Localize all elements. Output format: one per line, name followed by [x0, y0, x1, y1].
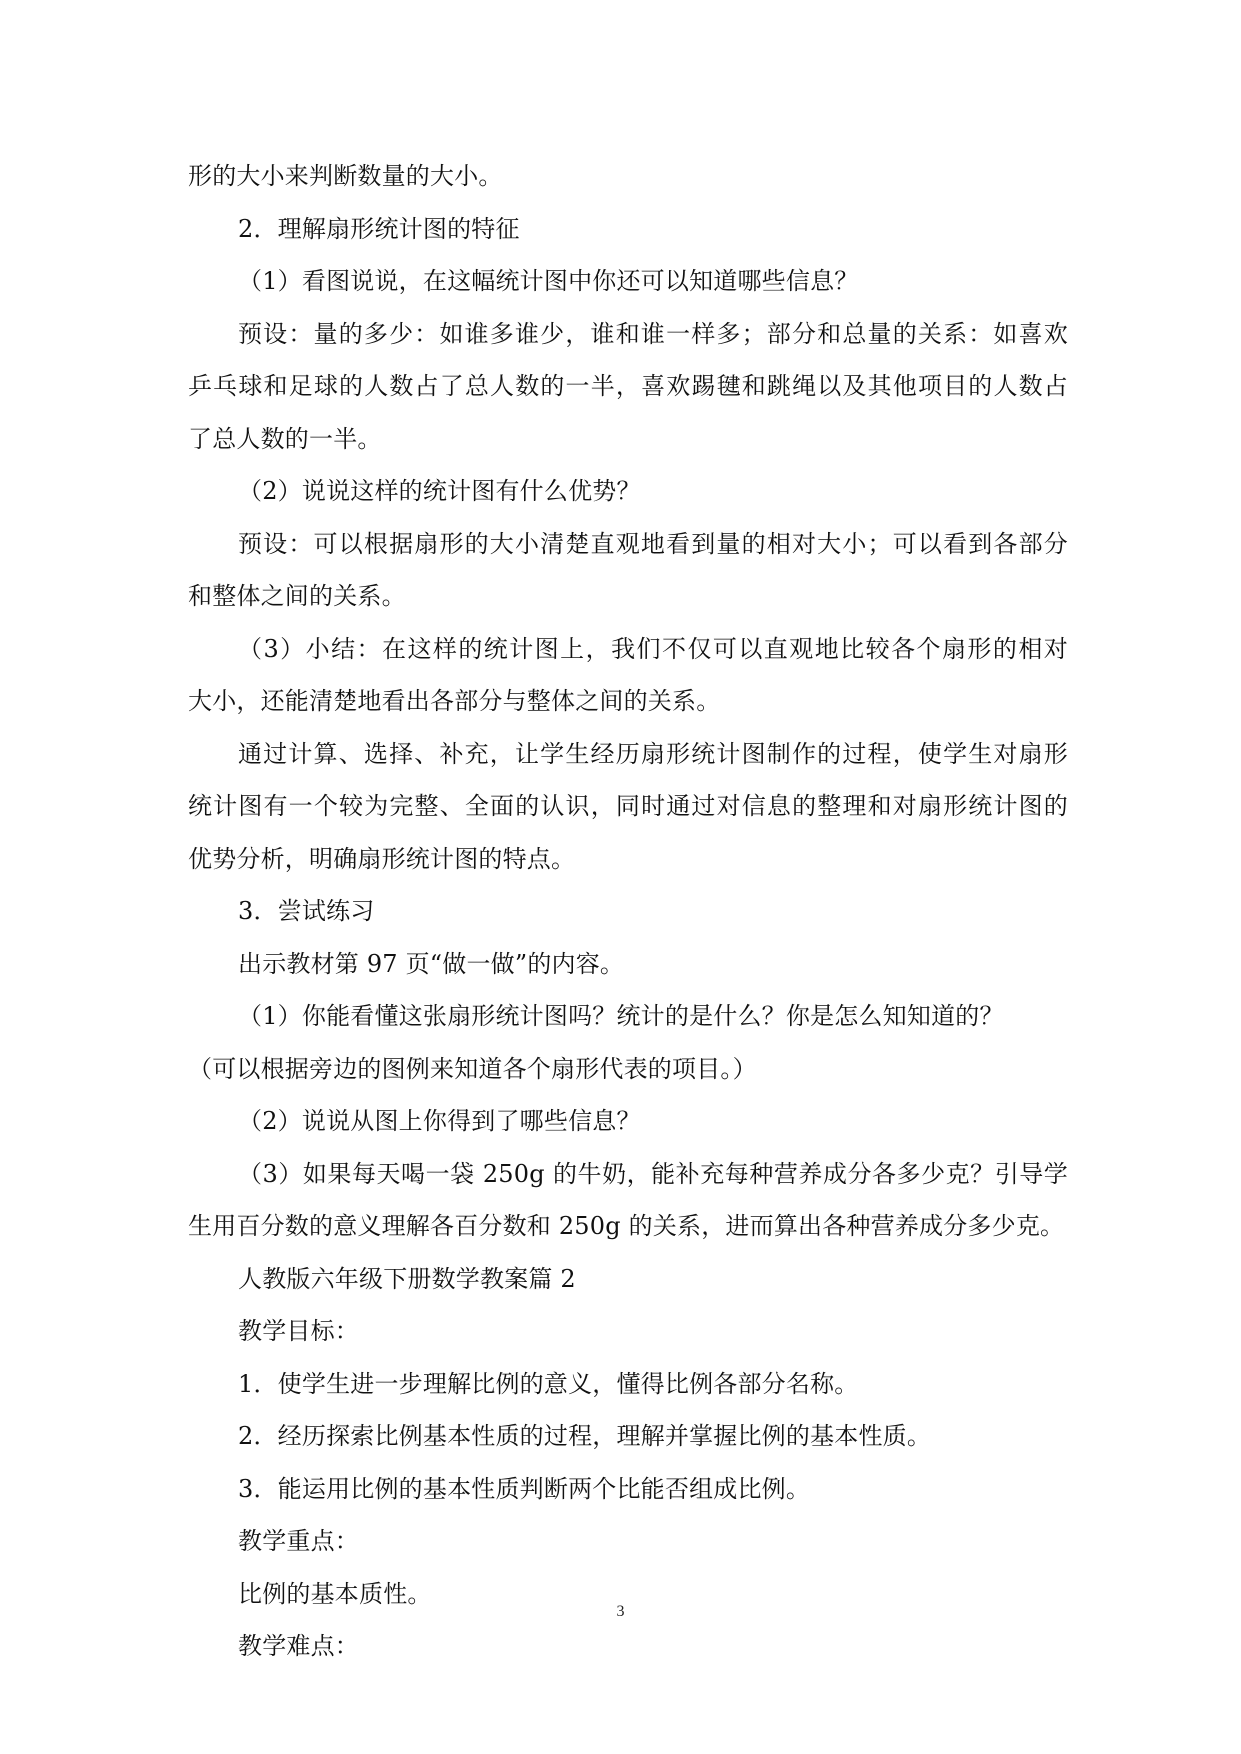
- text-line: 预设：可以根据扇形的大小清楚直观地看到量的相对大小；可以看到各部分: [238, 529, 1068, 558]
- text-line: （1）你能看懂这张扇形统计图吗？统计的是什么？你是怎么知知道的？: [238, 1002, 1004, 1030]
- text-line: 了总人数的一半。: [188, 424, 382, 453]
- list-item: 1．使学生进一步理解比例的意义，懂得比例各部分名称。: [238, 1369, 859, 1398]
- text-line: （3）如果每天喝一袋 250g 的牛奶，能补充每种营养成分各多少克？引导学: [238, 1159, 1068, 1188]
- lesson-title: 人教版六年级下册数学教案篇 2: [238, 1264, 576, 1293]
- list-item: 2．经历探索比例基本性质的过程，理解并掌握比例的基本性质。: [238, 1422, 932, 1450]
- text-line: 预设：量的多少：如谁多谁少，谁和谁一样多；部分和总量的关系：如喜欢: [238, 319, 1068, 348]
- section-label: 教学难点：: [238, 1632, 359, 1660]
- text-line: 生用百分数的意义理解各百分数和 250g 的关系，进而算出各种营养成分多少克。: [188, 1212, 1065, 1240]
- text-line: 通过计算、选择、补充，让学生经历扇形统计图制作的过程，使学生对扇形: [238, 739, 1068, 768]
- list-item: 3．能运用比例的基本性质判断两个比能否组成比例。: [238, 1474, 811, 1503]
- section-heading: 3．尝试练习: [238, 897, 375, 925]
- text-line: （1）看图说说，在这幅统计图中你还可以知道哪些信息？: [238, 267, 859, 295]
- text-line: （3）小结：在这样的统计图上，我们不仅可以直观地比较各个扇形的相对: [238, 634, 1068, 663]
- section-label: 教学目标：: [238, 1317, 359, 1345]
- text-line: （2）说说从图上你得到了哪些信息？: [238, 1107, 641, 1135]
- section-heading: 2．理解扇形统计图的特征: [238, 214, 520, 243]
- text-line: 形的大小来判断数量的大小。: [188, 162, 503, 190]
- text-line: （可以根据旁边的图例来知道各个扇形代表的项目。）: [188, 1054, 757, 1083]
- section-label: 教学重点：: [238, 1527, 359, 1555]
- text-line: 和整体之间的关系。: [188, 582, 406, 610]
- text-line: 大小，还能清楚地看出各部分与整体之间的关系。: [188, 687, 721, 715]
- text-line: 统计图有一个较为完整、全面的认识，同时通过对信息的整理和对扇形统计图的: [188, 792, 1068, 820]
- text-line: 优势分析，明确扇形统计图的特点。: [188, 844, 576, 873]
- text-line: 比例的基本质性。: [238, 1579, 432, 1608]
- document-body: [188, 150, 1068, 1673]
- text-line: （2）说说这样的统计图有什么优势？: [238, 477, 641, 505]
- text-line: 出示教材第 97 页“做一做”的内容。: [238, 949, 625, 978]
- text-line: 乒乓球和足球的人数占了总人数的一半，喜欢踢毽和跳绳以及其他项目的人数占: [188, 372, 1068, 400]
- page-number: 3: [616, 1603, 625, 1620]
